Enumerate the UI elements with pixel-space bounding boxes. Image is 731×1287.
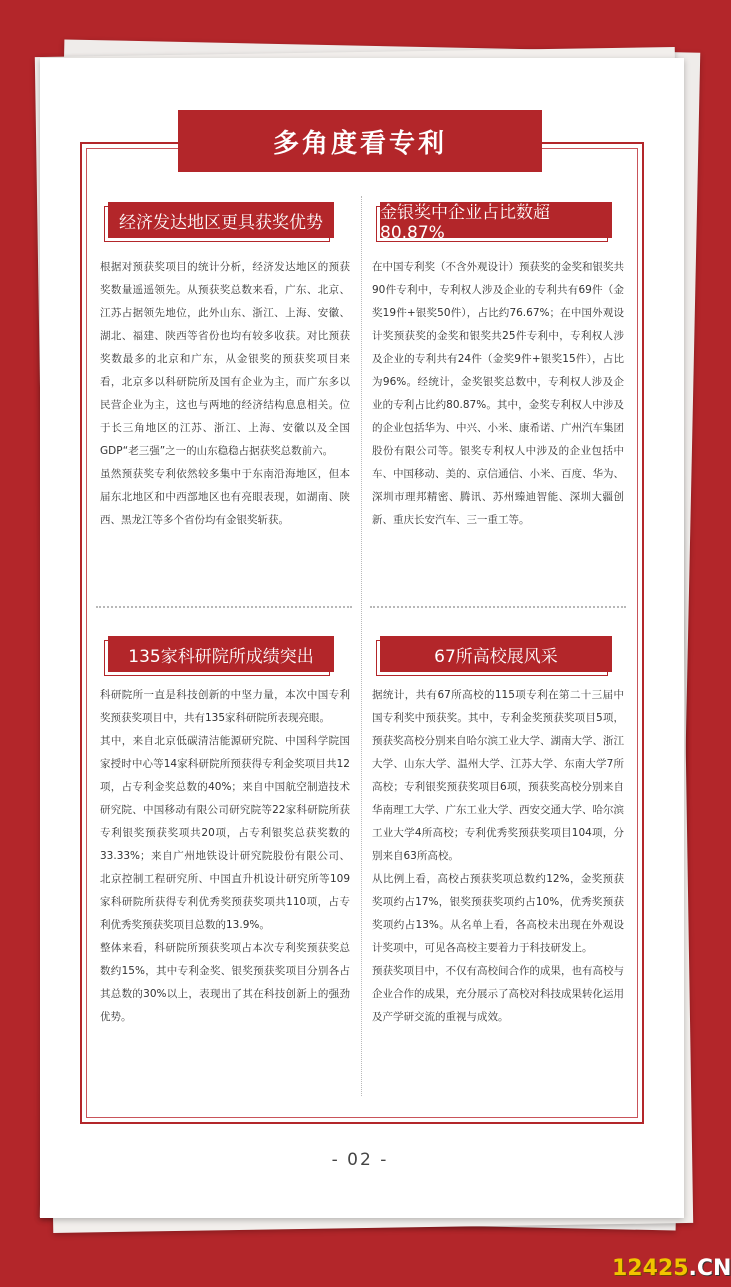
- watermark-number: 12425: [612, 1256, 689, 1281]
- section-heading-text: 经济发达地区更具获奖优势: [119, 212, 323, 233]
- section-heading-enterprise-share: [380, 202, 612, 243]
- paragraph: 根据对预获奖项目的统计分析，经济发达地区的预获奖数量遥遥领先。从预获奖总数来看，广东、北京、江苏占据领先地位，此外山东、浙江、上海、安徽、湖北、福建、陕西等省份也均有较多收获。对比预获奖数最多的北京和广东，从金银奖的预获奖项目来看，北京多以科研院所及国有企业为主，而广东多以民营企业为主，这也与两地的经济结构息息相关。位于长三角地区的江苏、浙江、上海、安徽以及全国GDP“老三强”之一的山东稳稳占据获奖总数前六。: [100, 261, 350, 457]
- site-watermark: [612, 1250, 731, 1287]
- section-divider-right: [370, 606, 626, 608]
- paragraph: 据统计，共有67所高校的115项专利在第二十三届中国专利奖中预获奖。其中，专利金奖预获奖项目5项，预获奖高校分别来自哈尔滨工业大学、湖南大学、浙江大学、山东大学、温州大学、江苏大学、东南大学7所高校；专利银奖预获奖项目6项，预获奖高校分别来自华南理工大学、广东工业大学、西安交通大学、哈尔滨工业大学4所高校；专利优秀奖预获奖项目104项，分别来自63所高校。: [372, 689, 624, 862]
- section-heading-text: 金银奖中企业占比数超80.87%: [380, 202, 550, 243]
- paragraph: 其中，来自北京低碳清洁能源研究院、中国科学院国家授时中心等14家科研院所预获得专利金奖项目共12项，占专利金奖总数的40%；来自中国航空制造技术研究院、中国移动有限公司研究院等22家科研院所获专利银奖预获奖项共20项，占专利银奖总获奖数的33.33%；来自广州地铁设计研究院股份有限公司、北京控制工程研究所、中国直升机设计研究所等109家科研院所获得专利优秀奖预获奖项共110项，占专利优秀奖预获奖项目总数的13.9%。: [100, 735, 350, 931]
- article-universities: [372, 684, 624, 1029]
- section-heading-text: 135家科研院所成绩突出: [128, 646, 314, 667]
- paragraph: 在中国专利奖（不含外观设计）预获奖的金奖和银奖共90件专利中，专利权人涉及企业的专利共有69件（金奖19件+银奖50件），占比约76.67%；在中国外观设计奖预获奖的金奖和银奖共25件专利中，专利权人涉及企业的专利共有24件（金奖9件+银奖15件），占比为96%。经统计，金奖银奖总数中，专利权人涉及企业的专利占比约80.87%。其中，金奖专利权人中涉及的企业包括华为、中兴、小米、康希诺、广州汽车集团股份有限公司等。银奖专利权人中涉及的企业包括中车、中国移动、美的、京信通信、小米、百度、华为、深圳市理邦精密、腾讯、苏州臻迪智能、深圳大疆创新、重庆长安汽车、三一重工等。: [372, 261, 624, 526]
- column-divider: [361, 196, 362, 1096]
- article-research-institutes: [100, 684, 350, 1029]
- paragraph: 从比例上看，高校占预获奖项总数约12%，金奖预获奖项约占17%，银奖预获奖项约占10%，优秀奖预获奖项约占13%。从名单上看，各高校未出现在外观设计奖项中，可见各高校主要着力于科技研发上。: [372, 873, 624, 954]
- section-heading-text: 67所高校展风采: [434, 646, 558, 667]
- watermark-domain: .CN: [688, 1256, 731, 1281]
- section-heading-universities: [380, 636, 612, 672]
- paragraph: 整体来看，科研院所预获奖项占本次专利奖预获奖总数约15%，其中专利金奖、银奖预获奖项目分别各占其总数的30%以上，表现出了其在科技创新上的强劲优势。: [100, 942, 350, 1023]
- article-economic-regions: [100, 256, 350, 532]
- paragraph: 虽然预获奖专利依然较多集中于东南沿海地区，但本届东北地区和中西部地区也有亮眼表现，如湖南、陕西、黑龙江等多个省份均有金银奖斩获。: [100, 468, 350, 526]
- section-heading-research-institutes: [108, 636, 334, 672]
- paragraph: 预获奖项目中，不仅有高校间合作的成果，也有高校与企业合作的成果，充分展示了高校对科技成果转化运用及产学研交流的重视与成效。: [372, 965, 624, 1023]
- page-title: 多角度看专利: [178, 110, 542, 172]
- section-heading-economic-regions: [108, 202, 334, 238]
- section-divider-left: [96, 606, 352, 608]
- page-number: - 02 -: [331, 1150, 389, 1170]
- paragraph: 科研院所一直是科技创新的中坚力量，本次中国专利奖预获奖项目中，共有135家科研院所表现亮眼。: [100, 689, 350, 724]
- article-enterprise-share: [372, 256, 624, 532]
